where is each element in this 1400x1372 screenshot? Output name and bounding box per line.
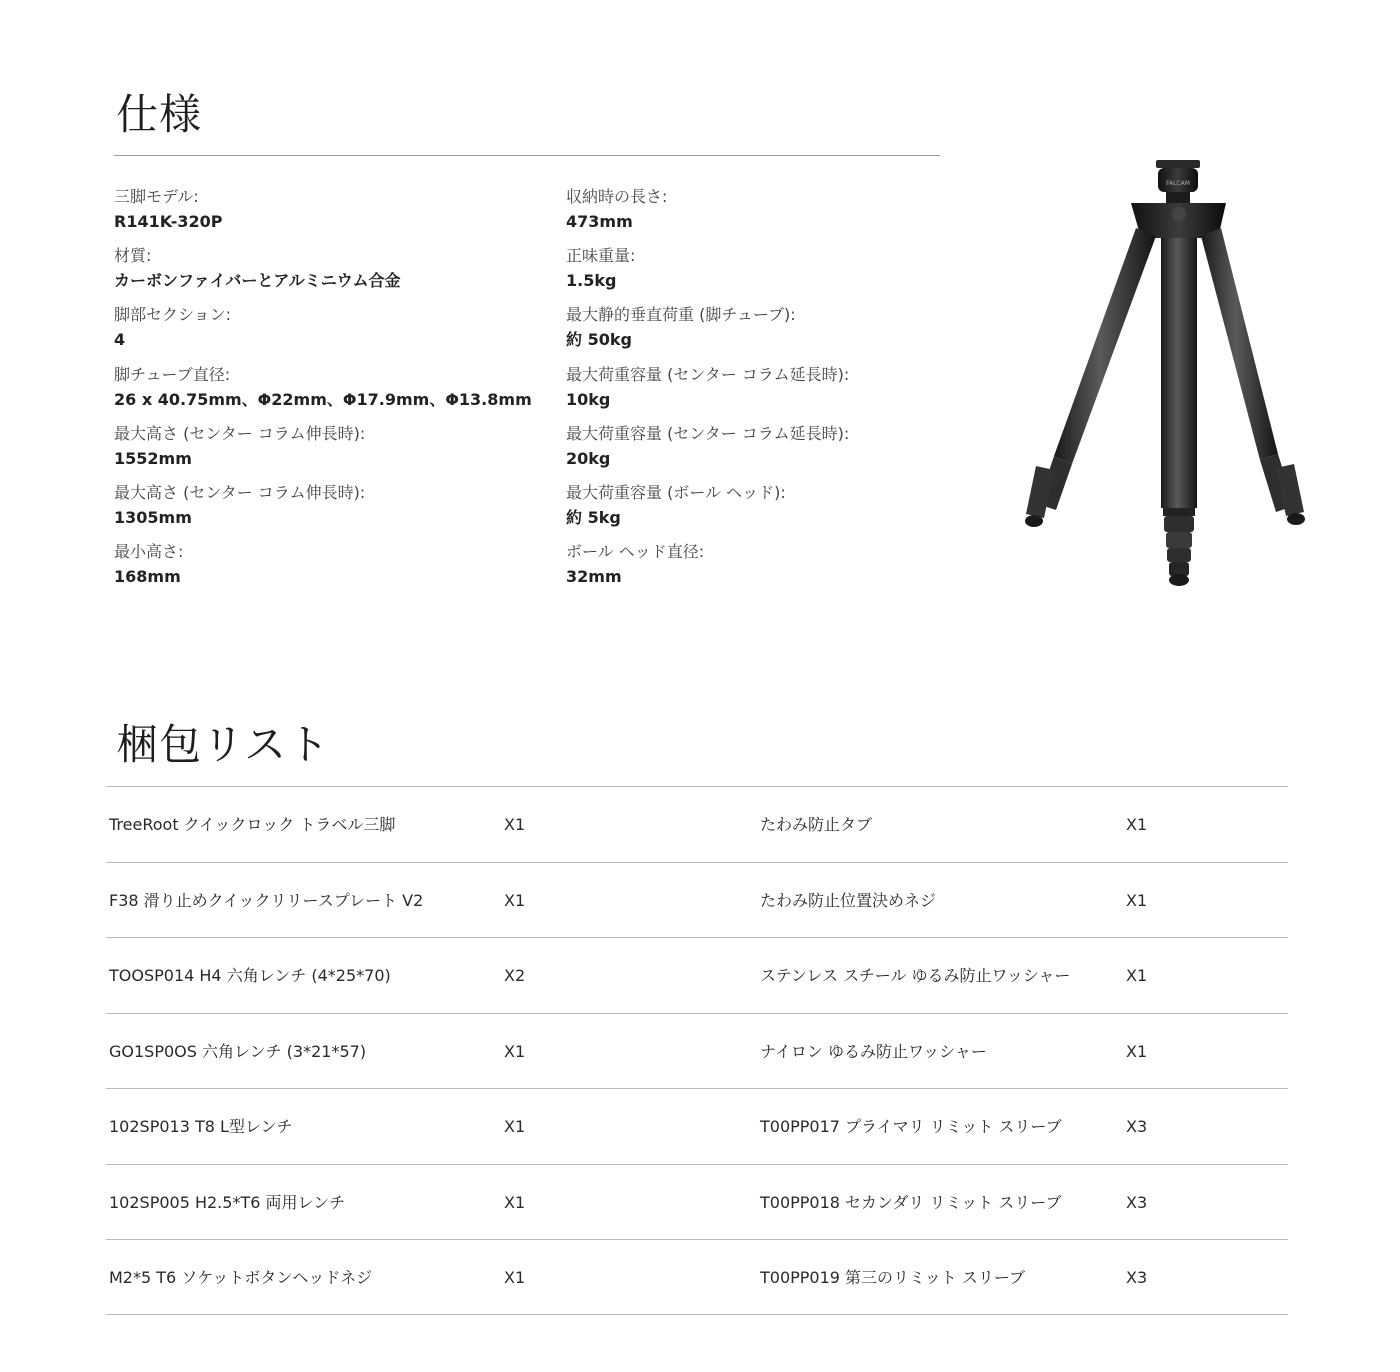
spec-value: 1552mm [114,448,192,468]
packing-table [106,786,1288,1315]
spec-value: 約 5kg [566,507,621,527]
spec-value: カーボンファイバーとアルミニウム合金 [114,271,401,291]
spec-item [566,541,1006,600]
spec-value: 10kg [566,389,611,409]
tripod-image [996,148,1316,593]
spec-column-left [114,186,554,600]
item-name: たわみ防止位置決めネジ [760,890,937,910]
table-row [106,1239,1288,1315]
spec-item [566,186,1006,245]
spec-item [114,304,554,363]
spec-label: 最大荷重容量 (センター コラム延長時): [566,364,850,384]
spec-label: 材質: [114,246,152,266]
item-name: たわみ防止タブ [760,815,873,834]
spec-label: 最小高さ: [114,542,184,562]
spec-item [566,245,1006,304]
spec-value: 約 50kg [566,330,632,350]
item-name: 102SP005 H2.5*T6 両用レンチ [109,1192,346,1212]
item-name: T00PP017 プライマリ リミット スリーブ [760,1117,1062,1136]
spec-value: 1.5kg [566,271,617,291]
item-quantity: X1 [504,1268,526,1287]
item-name: F38 滑り止めクイックリリースプレート V2 [109,890,424,910]
table-row [106,786,1288,862]
spec-value: 473mm [566,212,633,231]
spec-value: 4 [114,330,126,350]
spec-label: 最大静的垂直荷重 (脚チューブ): [566,305,796,325]
item-name: T00PP019 第三のリミット スリーブ [760,1268,1026,1287]
spec-divider [114,155,940,156]
brand-logo: FALCAM [1166,180,1190,187]
spec-heading: 仕様 [116,90,203,139]
item-quantity: X1 [1126,890,1148,910]
item-quantity: X1 [504,1117,526,1136]
item-quantity: X1 [1126,1041,1148,1061]
item-name: TreeRoot クイックロック トラベル三脚 [109,815,396,834]
spec-label: 最大荷重容量 (ボール ヘッド): [566,482,786,502]
spec-label: 正味重量: [566,246,636,266]
item-quantity: X2 [504,966,526,985]
spec-label: ボール ヘッド直径: [566,542,705,562]
spec-column-right [566,186,1006,600]
table-row [106,937,1288,1013]
item-quantity: X1 [504,1041,526,1061]
item-quantity: X3 [1126,1192,1148,1212]
spec-value: 168mm [114,567,181,587]
item-name: ステンレス スチール ゆるみ防止ワッシャー [760,966,1071,985]
packing-heading: 梱包リスト [116,720,331,769]
item-name: M2*5 T6 ソケットボタンヘッドネジ [109,1268,373,1287]
item-quantity: X3 [1126,1117,1148,1136]
item-quantity: X1 [504,890,526,910]
item-quantity: X1 [504,1192,526,1212]
table-row [106,1013,1288,1089]
spec-item [114,541,554,600]
spec-item [566,304,1006,363]
item-quantity: X3 [1126,1268,1148,1287]
spec-value: 26 x 40.75mm、Φ22mm、Φ17.9mm、Φ13.8mm [114,389,532,409]
spec-label: 脚部セクション: [114,305,232,325]
spec-item [114,482,554,541]
item-quantity: X1 [504,815,526,834]
spec-label: 最大高さ (センター コラム伸長時): [114,482,366,502]
item-name: ナイロン ゆるみ防止ワッシャー [760,1041,987,1061]
table-row [106,1164,1288,1240]
spec-label: 最大高さ (センター コラム伸長時): [114,423,366,443]
spec-label: 収納時の長さ: [566,187,668,206]
spec-item [566,364,1006,423]
item-name: GO1SP0OS 六角レンチ (3*21*57) [109,1041,367,1061]
spec-item [114,186,554,245]
spec-item [566,482,1006,541]
spec-item [114,423,554,482]
spec-item [114,245,554,304]
spec-value: 32mm [566,567,622,587]
item-quantity: X1 [1126,815,1148,834]
spec-value: 20kg [566,448,611,468]
table-row [106,862,1288,938]
spec-item [114,364,554,423]
item-name: T00PP018 セカンダリ リミット スリーブ [760,1192,1062,1212]
spec-value: R141K-320P [114,212,223,231]
table-row [106,1088,1288,1164]
spec-label: 三脚モデル: [114,187,199,206]
spec-item [566,423,1006,482]
item-quantity: X1 [1126,966,1148,985]
spec-label: 最大荷重容量 (センター コラム延長時): [566,423,850,443]
item-name: TOOSP014 H4 六角レンチ (4*25*70) [109,966,391,985]
spec-value: 1305mm [114,507,192,527]
spec-label: 脚チューブ直径: [114,364,231,384]
item-name: 102SP013 T8 L型レンチ [109,1117,293,1136]
